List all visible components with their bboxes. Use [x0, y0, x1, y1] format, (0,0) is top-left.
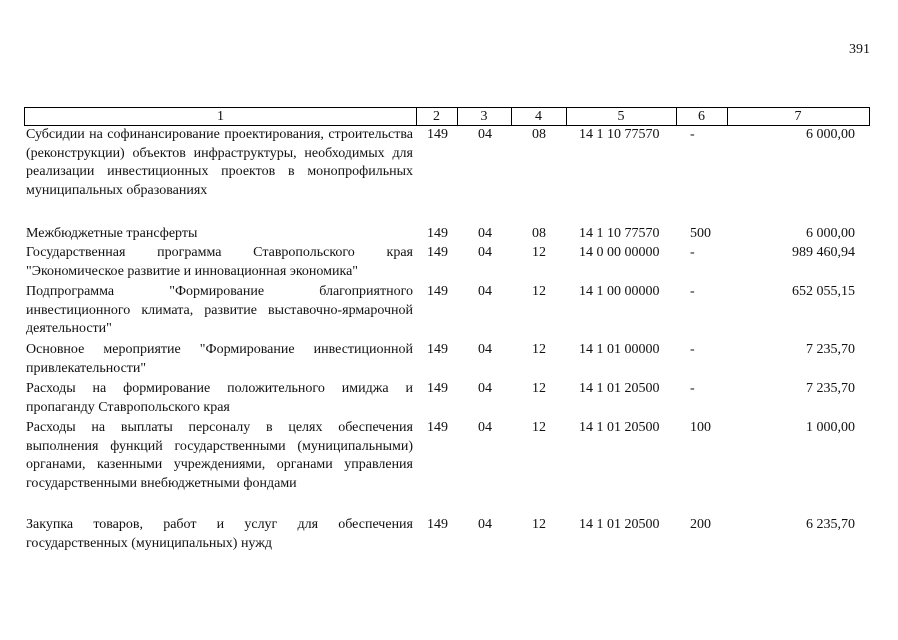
- amount: 7 235,70: [806, 342, 855, 357]
- expense-type-code: -: [690, 245, 695, 260]
- column-header-5: 5: [566, 107, 677, 126]
- target-article-code: 14 1 01 20500: [579, 381, 660, 396]
- section-code: 04: [478, 517, 492, 532]
- section-code: 04: [478, 127, 492, 142]
- expense-type-code: -: [690, 284, 695, 299]
- column-header-6: 6: [676, 107, 728, 126]
- target-article-code: 14 1 00 00000: [579, 284, 660, 299]
- row-description: Основное мероприятие "Формирование инвестиционной привлекательности": [26, 342, 413, 376]
- target-article-code: 14 1 10 77570: [579, 127, 660, 142]
- expense-type-code: 500: [690, 226, 711, 241]
- main-manager-code: 149: [427, 342, 448, 357]
- subsection-code: 12: [532, 381, 546, 396]
- target-article-code: 14 1 01 00000: [579, 342, 660, 357]
- column-header-2: 2: [416, 107, 458, 126]
- section-code: 04: [478, 381, 492, 396]
- section-code: 04: [478, 342, 492, 357]
- subsection-code: 12: [532, 420, 546, 435]
- amount: 6 000,00: [806, 226, 855, 241]
- main-manager-code: 149: [427, 245, 448, 260]
- row-description: Расходы на формирование положительного имиджа и пропаганду Ставропольского края: [26, 381, 413, 415]
- section-code: 04: [478, 284, 492, 299]
- row-description: Государственная программа Ставропольского края "Экономическое развитие и инновационная экономика": [26, 245, 413, 279]
- target-article-code: 14 0 00 00000: [579, 245, 660, 260]
- column-header-7: 7: [727, 107, 870, 126]
- target-article-code: 14 1 01 20500: [579, 517, 660, 532]
- expense-type-code: -: [690, 342, 695, 357]
- expense-type-code: 100: [690, 420, 711, 435]
- main-manager-code: 149: [427, 420, 448, 435]
- subsection-code: 08: [532, 127, 546, 142]
- expense-type-code: -: [690, 127, 695, 142]
- section-code: 04: [478, 245, 492, 260]
- main-manager-code: 149: [427, 381, 448, 396]
- main-manager-code: 149: [427, 284, 448, 299]
- main-manager-code: 149: [427, 517, 448, 532]
- section-code: 04: [478, 420, 492, 435]
- amount: 7 235,70: [806, 381, 855, 396]
- row-description: Межбюджетные трансферты: [26, 226, 198, 241]
- subsection-code: 08: [532, 226, 546, 241]
- expense-type-code: 200: [690, 517, 711, 532]
- expense-type-code: -: [690, 381, 695, 396]
- amount: 989 460,94: [792, 245, 855, 260]
- subsection-code: 12: [532, 342, 546, 357]
- amount: 6 000,00: [806, 127, 855, 142]
- target-article-code: 14 1 10 77570: [579, 226, 660, 241]
- subsection-code: 12: [532, 517, 546, 532]
- main-manager-code: 149: [427, 226, 448, 241]
- column-header-4: 4: [511, 107, 567, 126]
- amount: 652 055,15: [792, 284, 855, 299]
- subsection-code: 12: [532, 284, 546, 299]
- page-number: 391: [849, 42, 870, 57]
- subsection-code: 12: [532, 245, 546, 260]
- column-header-1: 1: [24, 107, 417, 126]
- target-article-code: 14 1 01 20500: [579, 420, 660, 435]
- amount: 6 235,70: [806, 517, 855, 532]
- row-description: Субсидии на софинансирование проектирования, строительства (реконструкции) объектов инфраструктуры, необходимых для реализации инвестиционных проектов в монопрофильных муниципальных образованиях: [26, 127, 413, 198]
- row-description: Расходы на выплаты персоналу в целях обеспечения выполнения функций государственными (муниципальными) органами, казенными учреждениями, органами управления государственными внебюджетными фондами: [26, 420, 413, 491]
- row-description: Закупка товаров, работ и услуг для обеспечения государственных (муниципальных) нужд: [26, 517, 413, 551]
- main-manager-code: 149: [427, 127, 448, 142]
- section-code: 04: [478, 226, 492, 241]
- column-header-3: 3: [457, 107, 512, 126]
- amount: 1 000,00: [806, 420, 855, 435]
- row-description: Подпрограмма "Формирование благоприятного инвестиционного климата, развитие выставочно-ярмарочной деятельности": [26, 284, 413, 337]
